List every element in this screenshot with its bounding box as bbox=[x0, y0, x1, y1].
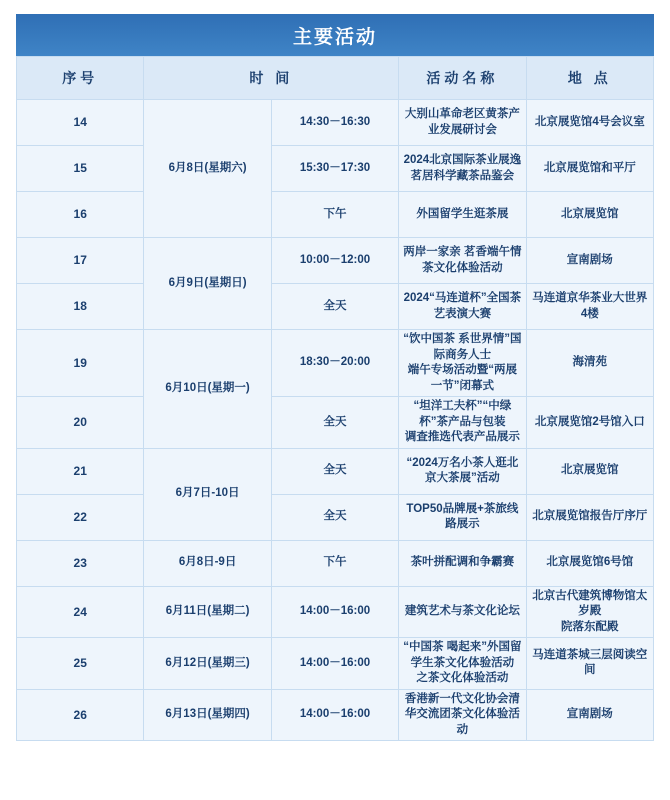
place-line: 宣南剧场 bbox=[566, 253, 613, 266]
place-line: 北京展览馆和平厅 bbox=[543, 161, 636, 174]
cell-activity-name bbox=[399, 494, 526, 540]
cell-no: 22 bbox=[17, 494, 144, 540]
cell-activity-name bbox=[399, 586, 526, 638]
cell-activity-name bbox=[399, 397, 526, 449]
activity-name-line: 香港新一代文化协会清华交流团茶文化体验活动 bbox=[404, 692, 520, 736]
activity-name-line: 外国留学生逛茶展 bbox=[416, 207, 509, 220]
cell-time: 14:00－16:00 bbox=[271, 638, 398, 690]
table-row bbox=[17, 238, 654, 284]
place-line: 北京古代建筑博物馆太岁殿 bbox=[532, 589, 648, 618]
table-row bbox=[17, 540, 654, 586]
page-title bbox=[16, 14, 654, 56]
cell-time: 下午 bbox=[271, 192, 398, 238]
table-row bbox=[17, 397, 654, 449]
cell-time: 下午 bbox=[271, 540, 398, 586]
cell-place bbox=[526, 689, 653, 741]
activity-name-line: 之茶文化体验活动 bbox=[416, 672, 509, 685]
cell-place bbox=[526, 586, 653, 638]
cell-activity-name bbox=[399, 448, 526, 494]
activity-name-line: “饮中国茶 系世界情”国际商务人士 bbox=[403, 333, 522, 361]
cell-time: 18:30－20:00 bbox=[271, 330, 398, 397]
cell-place bbox=[526, 638, 653, 690]
cell-place bbox=[526, 238, 653, 284]
cell-date: 6月13日(星期四) bbox=[144, 689, 271, 741]
schedule-table bbox=[16, 56, 654, 741]
cell-no: 14 bbox=[17, 100, 144, 146]
place-line: 北京展览馆 bbox=[561, 207, 619, 220]
activity-name-line: 2024“马连道杯”全国茶艺表演大赛 bbox=[403, 291, 522, 320]
place-line: 马连道京华茶业大世界4楼 bbox=[532, 291, 648, 320]
table-row bbox=[17, 146, 654, 192]
table-row bbox=[17, 192, 654, 238]
cell-no: 17 bbox=[17, 238, 144, 284]
column-header-name: 活动名称 bbox=[399, 57, 526, 100]
cell-time: 全天 bbox=[271, 284, 398, 330]
cell-time: 14:30－16:30 bbox=[271, 100, 398, 146]
activity-name-line: “2024万名小茶人逛北京大茶展”活动 bbox=[406, 456, 519, 485]
activity-name-line: 茶叶拼配调和争霸赛 bbox=[410, 556, 515, 569]
cell-place bbox=[526, 284, 653, 330]
place-line: 宣南剧场 bbox=[566, 708, 613, 721]
cell-time: 全天 bbox=[271, 494, 398, 540]
cell-place bbox=[526, 100, 653, 146]
cell-no: 26 bbox=[17, 689, 144, 741]
activity-name-line: 两岸一家亲 茗香端午情 茶文化体验活动 bbox=[403, 245, 522, 274]
table-row bbox=[17, 100, 654, 146]
activity-name-line: “坦洋工夫杯”“中绿杯”茶产品与包装 bbox=[413, 400, 512, 428]
activity-name-line: “中国茶 喝起来”外国留学生茶文化体验活动 bbox=[403, 641, 522, 669]
cell-place bbox=[526, 448, 653, 494]
cell-no: 18 bbox=[17, 284, 144, 330]
activity-name-line: 调查推选代表产品展示 bbox=[404, 431, 520, 444]
page-title-text: 主要活动 bbox=[292, 26, 377, 48]
place-line: 北京展览馆2号馆入口 bbox=[534, 415, 645, 428]
place-line: 北京展览馆 bbox=[561, 464, 619, 477]
cell-activity-name bbox=[399, 192, 526, 238]
table-row bbox=[17, 689, 654, 741]
cell-date: 6月9日(星期日) bbox=[144, 238, 271, 330]
cell-place bbox=[526, 146, 653, 192]
table-row bbox=[17, 638, 654, 690]
cell-activity-name bbox=[399, 238, 526, 284]
cell-place bbox=[526, 494, 653, 540]
table-row bbox=[17, 586, 654, 638]
cell-date: 6月12日(星期三) bbox=[144, 638, 271, 690]
cell-time: 14:00－16:00 bbox=[271, 586, 398, 638]
cell-no: 23 bbox=[17, 540, 144, 586]
activity-name-line: 建筑艺术与茶文化论坛 bbox=[404, 605, 520, 618]
activity-name-line: 大别山革命老区黄茶产业发展研讨会 bbox=[404, 107, 520, 136]
cell-place bbox=[526, 540, 653, 586]
column-header-no: 序号 bbox=[17, 57, 144, 100]
cell-activity-name bbox=[399, 330, 526, 397]
place-line: 北京展览馆6号馆 bbox=[546, 556, 634, 569]
activity-name-line: 端午专场活动暨“两展一节”闭幕式 bbox=[407, 364, 517, 392]
cell-date: 6月7日-10日 bbox=[144, 448, 271, 540]
cell-place bbox=[526, 192, 653, 238]
cell-no: 25 bbox=[17, 638, 144, 690]
cell-activity-name bbox=[399, 638, 526, 690]
cell-no: 20 bbox=[17, 397, 144, 449]
activity-name-line: 2024北京国际茶业展逸茗居科学藏茶品鉴会 bbox=[403, 153, 522, 182]
table-row bbox=[17, 330, 654, 397]
cell-place bbox=[526, 397, 653, 449]
cell-time: 全天 bbox=[271, 397, 398, 449]
place-line: 马连道茶城三层阅读空间 bbox=[532, 648, 648, 677]
cell-date: 6月11日(星期二) bbox=[144, 586, 271, 638]
table-header bbox=[17, 57, 654, 100]
place-line: 海清苑 bbox=[572, 356, 608, 369]
place-line: 北京展览馆报告厅序厅 bbox=[532, 510, 648, 523]
cell-time: 全天 bbox=[271, 448, 398, 494]
column-header-place: 地 点 bbox=[526, 57, 653, 100]
cell-time: 14:00－16:00 bbox=[271, 689, 398, 741]
cell-no: 19 bbox=[17, 330, 144, 397]
cell-time: 15:30－17:30 bbox=[271, 146, 398, 192]
cell-activity-name bbox=[399, 689, 526, 741]
cell-date: 6月10日(星期一) bbox=[144, 330, 271, 449]
place-line: 院落东配殿 bbox=[561, 620, 619, 633]
cell-activity-name bbox=[399, 284, 526, 330]
cell-activity-name bbox=[399, 540, 526, 586]
place-line: 北京展览馆4号会议室 bbox=[534, 115, 645, 128]
cell-no: 15 bbox=[17, 146, 144, 192]
cell-no: 21 bbox=[17, 448, 144, 494]
cell-activity-name bbox=[399, 100, 526, 146]
cell-no: 24 bbox=[17, 586, 144, 638]
table-row bbox=[17, 284, 654, 330]
cell-no: 16 bbox=[17, 192, 144, 238]
table-row bbox=[17, 494, 654, 540]
table-header-row bbox=[17, 57, 654, 100]
table-row bbox=[17, 448, 654, 494]
cell-date: 6月8日(星期六) bbox=[144, 100, 271, 238]
activity-name-line: TOP50品牌展+茶旅线路展示 bbox=[406, 502, 519, 531]
cell-activity-name bbox=[399, 146, 526, 192]
cell-date: 6月8日-9日 bbox=[144, 540, 271, 586]
cell-time: 10:00－12:00 bbox=[271, 238, 398, 284]
cell-place bbox=[526, 330, 653, 397]
column-header-time: 时 间 bbox=[144, 57, 399, 100]
table-body bbox=[17, 100, 654, 741]
